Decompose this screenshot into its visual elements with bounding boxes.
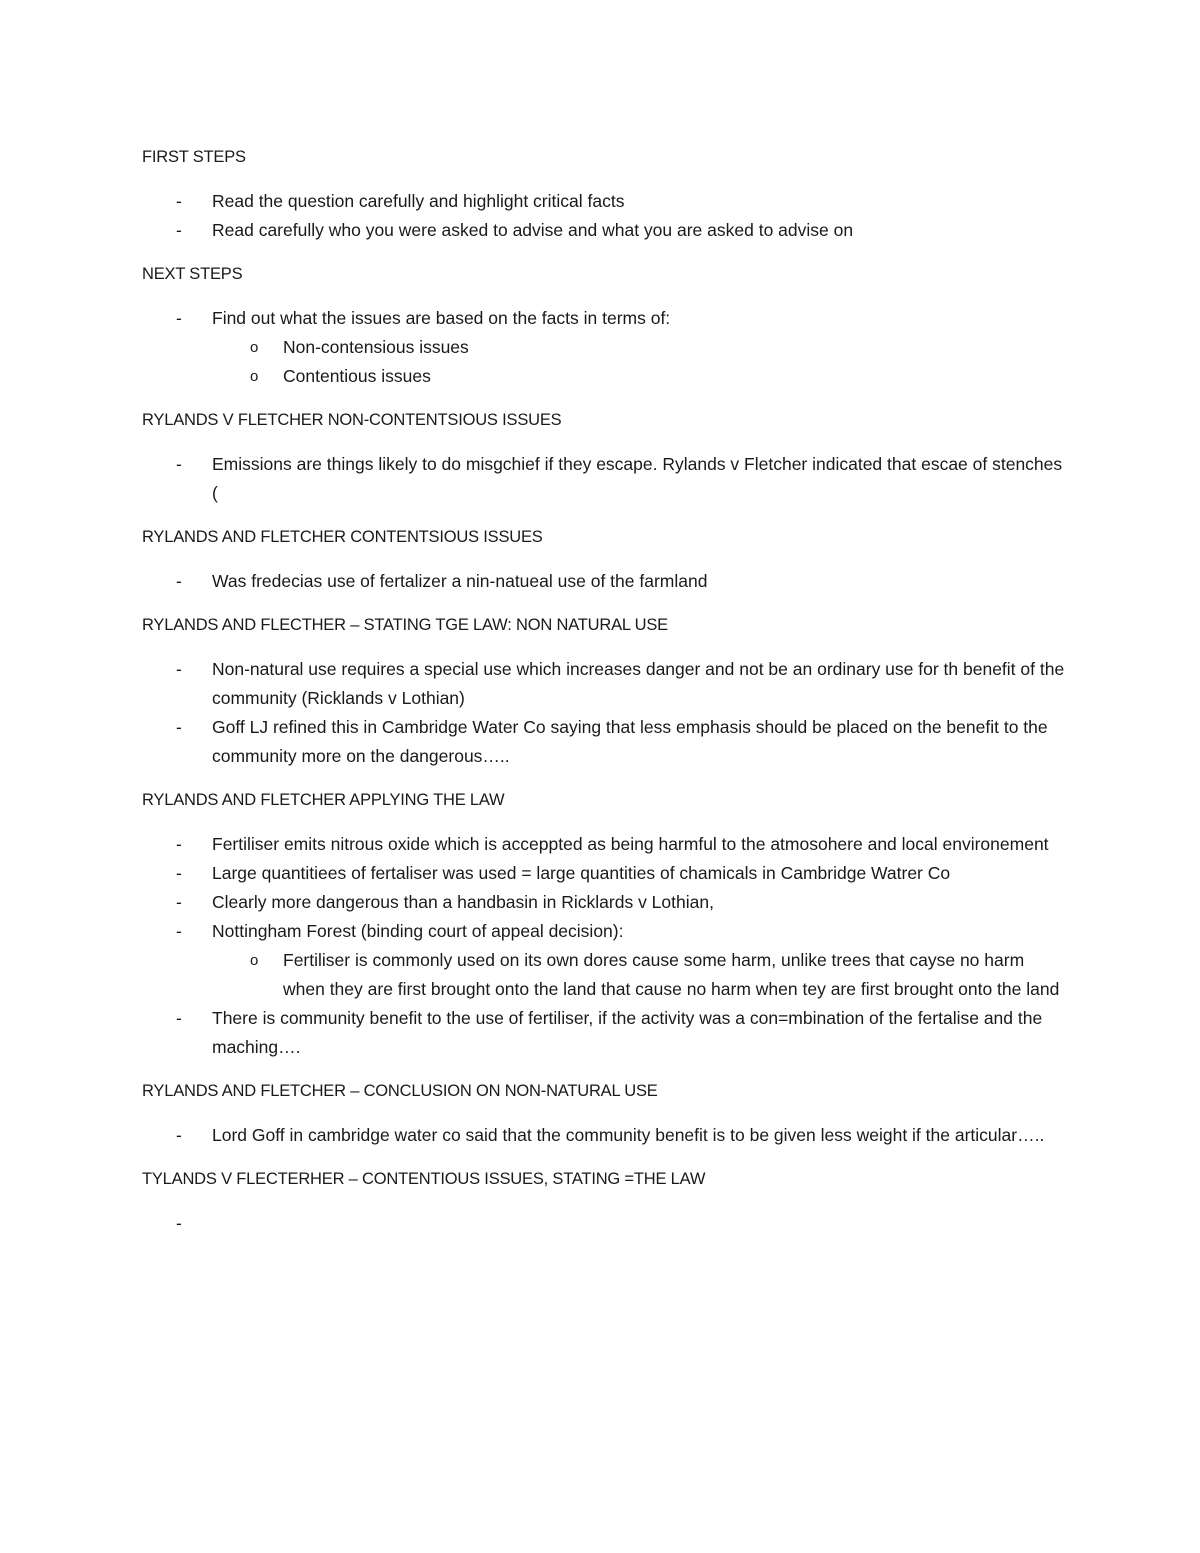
dash-bullet: - bbox=[176, 921, 182, 941]
section-heading: NEXT STEPS bbox=[142, 265, 243, 283]
bullet-list bbox=[142, 450, 1070, 508]
list-item-text: Non-natural use requires a special use which increases danger and not be an ordinary use for th benefit of the community (Ricklands v Lothian) bbox=[212, 659, 1065, 708]
bullet-list bbox=[142, 830, 1070, 1062]
section-first-steps bbox=[142, 143, 1070, 245]
section-heading: RYLANDS AND FLETCHER – CONCLUSION ON NON-NATURAL USE bbox=[142, 1082, 658, 1100]
list-item bbox=[142, 888, 1070, 917]
list-item bbox=[142, 1004, 1070, 1062]
list-item bbox=[142, 859, 1070, 888]
bullet-list bbox=[142, 655, 1070, 771]
list-item-text: Lord Goff in cambridge water co said that the community benefit is to be given less weight if the articular….. bbox=[212, 1125, 1045, 1145]
dash-bullet: - bbox=[176, 834, 182, 854]
list-item-text: Nottingham Forest (binding court of appeal decision): bbox=[212, 921, 624, 941]
section-conclusion-non-natural-use bbox=[142, 1077, 1070, 1150]
sub-list-item-text: Non-contensious issues bbox=[283, 337, 469, 357]
dash-bullet: - bbox=[176, 1125, 182, 1145]
sub-list-item-text: Fertiliser is commonly used on its own dores cause some harm, unlike trees that cayse no harm when they are first brought onto the land that cause no harm when tey are first brought onto the land bbox=[283, 950, 1060, 999]
list-item-text: Goff LJ refined this in Cambridge Water Co saying that less emphasis should be placed on the benefit to the community more on the dangerous….. bbox=[212, 717, 1048, 766]
list-item bbox=[142, 713, 1070, 771]
list-item bbox=[142, 830, 1070, 859]
dash-bullet: - bbox=[176, 454, 182, 474]
list-item-text: Large quantitiees of fertaliser was used = large quantities of chamicals in Cambridge Watrer Co bbox=[212, 863, 951, 883]
list-item-text: There is community benefit to the use of fertiliser, if the activity was a con=mbination of the fertalise and the maching…. bbox=[212, 1008, 1043, 1057]
dash-bullet: - bbox=[176, 659, 182, 679]
section-heading: TYLANDS V FLECTERHER – CONTENTIOUS ISSUES, STATING =THE LAW bbox=[142, 1170, 706, 1188]
section-heading: RYLANDS AND FLETCHER CONTENTSIOUS ISSUES bbox=[142, 528, 543, 546]
dash-bullet: - bbox=[176, 571, 182, 591]
sub-list-item-text: Contentious issues bbox=[283, 366, 431, 386]
dash-bullet: - bbox=[176, 308, 182, 328]
section-heading: RYLANDS AND FLETCHER APPLYING THE LAW bbox=[142, 791, 505, 809]
dash-bullet: - bbox=[176, 1008, 182, 1028]
dash-bullet: - bbox=[176, 863, 182, 883]
list-item-text: Read carefully who you were asked to advise and what you are asked to advise on bbox=[212, 220, 854, 240]
section-applying-the-law bbox=[142, 786, 1070, 1062]
list-item bbox=[142, 655, 1070, 713]
list-item bbox=[142, 216, 1070, 245]
sub-list bbox=[212, 333, 1070, 391]
section-stating-the-law-non-natural-use bbox=[142, 611, 1070, 771]
list-item bbox=[142, 917, 1070, 1004]
list-item-text: Fertiliser emits nitrous oxide which is acceppted as being harmful to the atmosohere and local environement bbox=[212, 834, 1049, 854]
list-item bbox=[142, 304, 1070, 391]
section-heading: RYLANDS AND FLECTHER – STATING TGE LAW: NON NATURAL USE bbox=[142, 616, 668, 634]
section-next-steps bbox=[142, 260, 1070, 391]
list-item bbox=[142, 1121, 1070, 1150]
dash-bullet: - bbox=[176, 717, 182, 737]
section-contentious-issues bbox=[142, 523, 1070, 596]
bullet-list bbox=[142, 1121, 1070, 1150]
section-heading: FIRST STEPS bbox=[142, 148, 246, 166]
dash-bullet: - bbox=[176, 191, 182, 211]
list-item-text: Emissions are things likely to do misgchief if they escape. Rylands v Fletcher indicated that escae of stenches ( bbox=[212, 454, 1063, 503]
list-item bbox=[142, 187, 1070, 216]
sub-list-item bbox=[212, 946, 1070, 1004]
dash-bullet: - bbox=[176, 220, 182, 240]
sub-list-item bbox=[212, 362, 1070, 391]
list-item-text: Clearly more dangerous than a handbasin in Ricklards v Lothian, bbox=[212, 892, 714, 912]
dash-bullet: - bbox=[176, 1213, 182, 1233]
bullet-list bbox=[142, 187, 1070, 245]
list-item-text: Read the question carefully and highlight critical facts bbox=[212, 191, 625, 211]
list-item bbox=[142, 450, 1070, 508]
circle-bullet: o bbox=[250, 339, 259, 356]
bullet-list bbox=[142, 567, 1070, 596]
section-contentious-stating-the-law bbox=[142, 1165, 1070, 1233]
circle-bullet: o bbox=[250, 952, 259, 969]
list-item bbox=[142, 567, 1070, 596]
circle-bullet: o bbox=[250, 368, 259, 385]
dash-bullet: - bbox=[176, 892, 182, 912]
list-item-text: Was fredecias use of fertalizer a nin-natueal use of the farmland bbox=[212, 571, 708, 591]
bullet-list bbox=[142, 304, 1070, 391]
section-heading: RYLANDS V FLETCHER NON-CONTENTSIOUS ISSUES bbox=[142, 411, 562, 429]
section-non-contentious-issues bbox=[142, 406, 1070, 508]
sub-list-item bbox=[212, 333, 1070, 362]
list-item-text: Find out what the issues are based on the facts in terms of: bbox=[212, 308, 671, 328]
sub-list bbox=[212, 946, 1070, 1004]
